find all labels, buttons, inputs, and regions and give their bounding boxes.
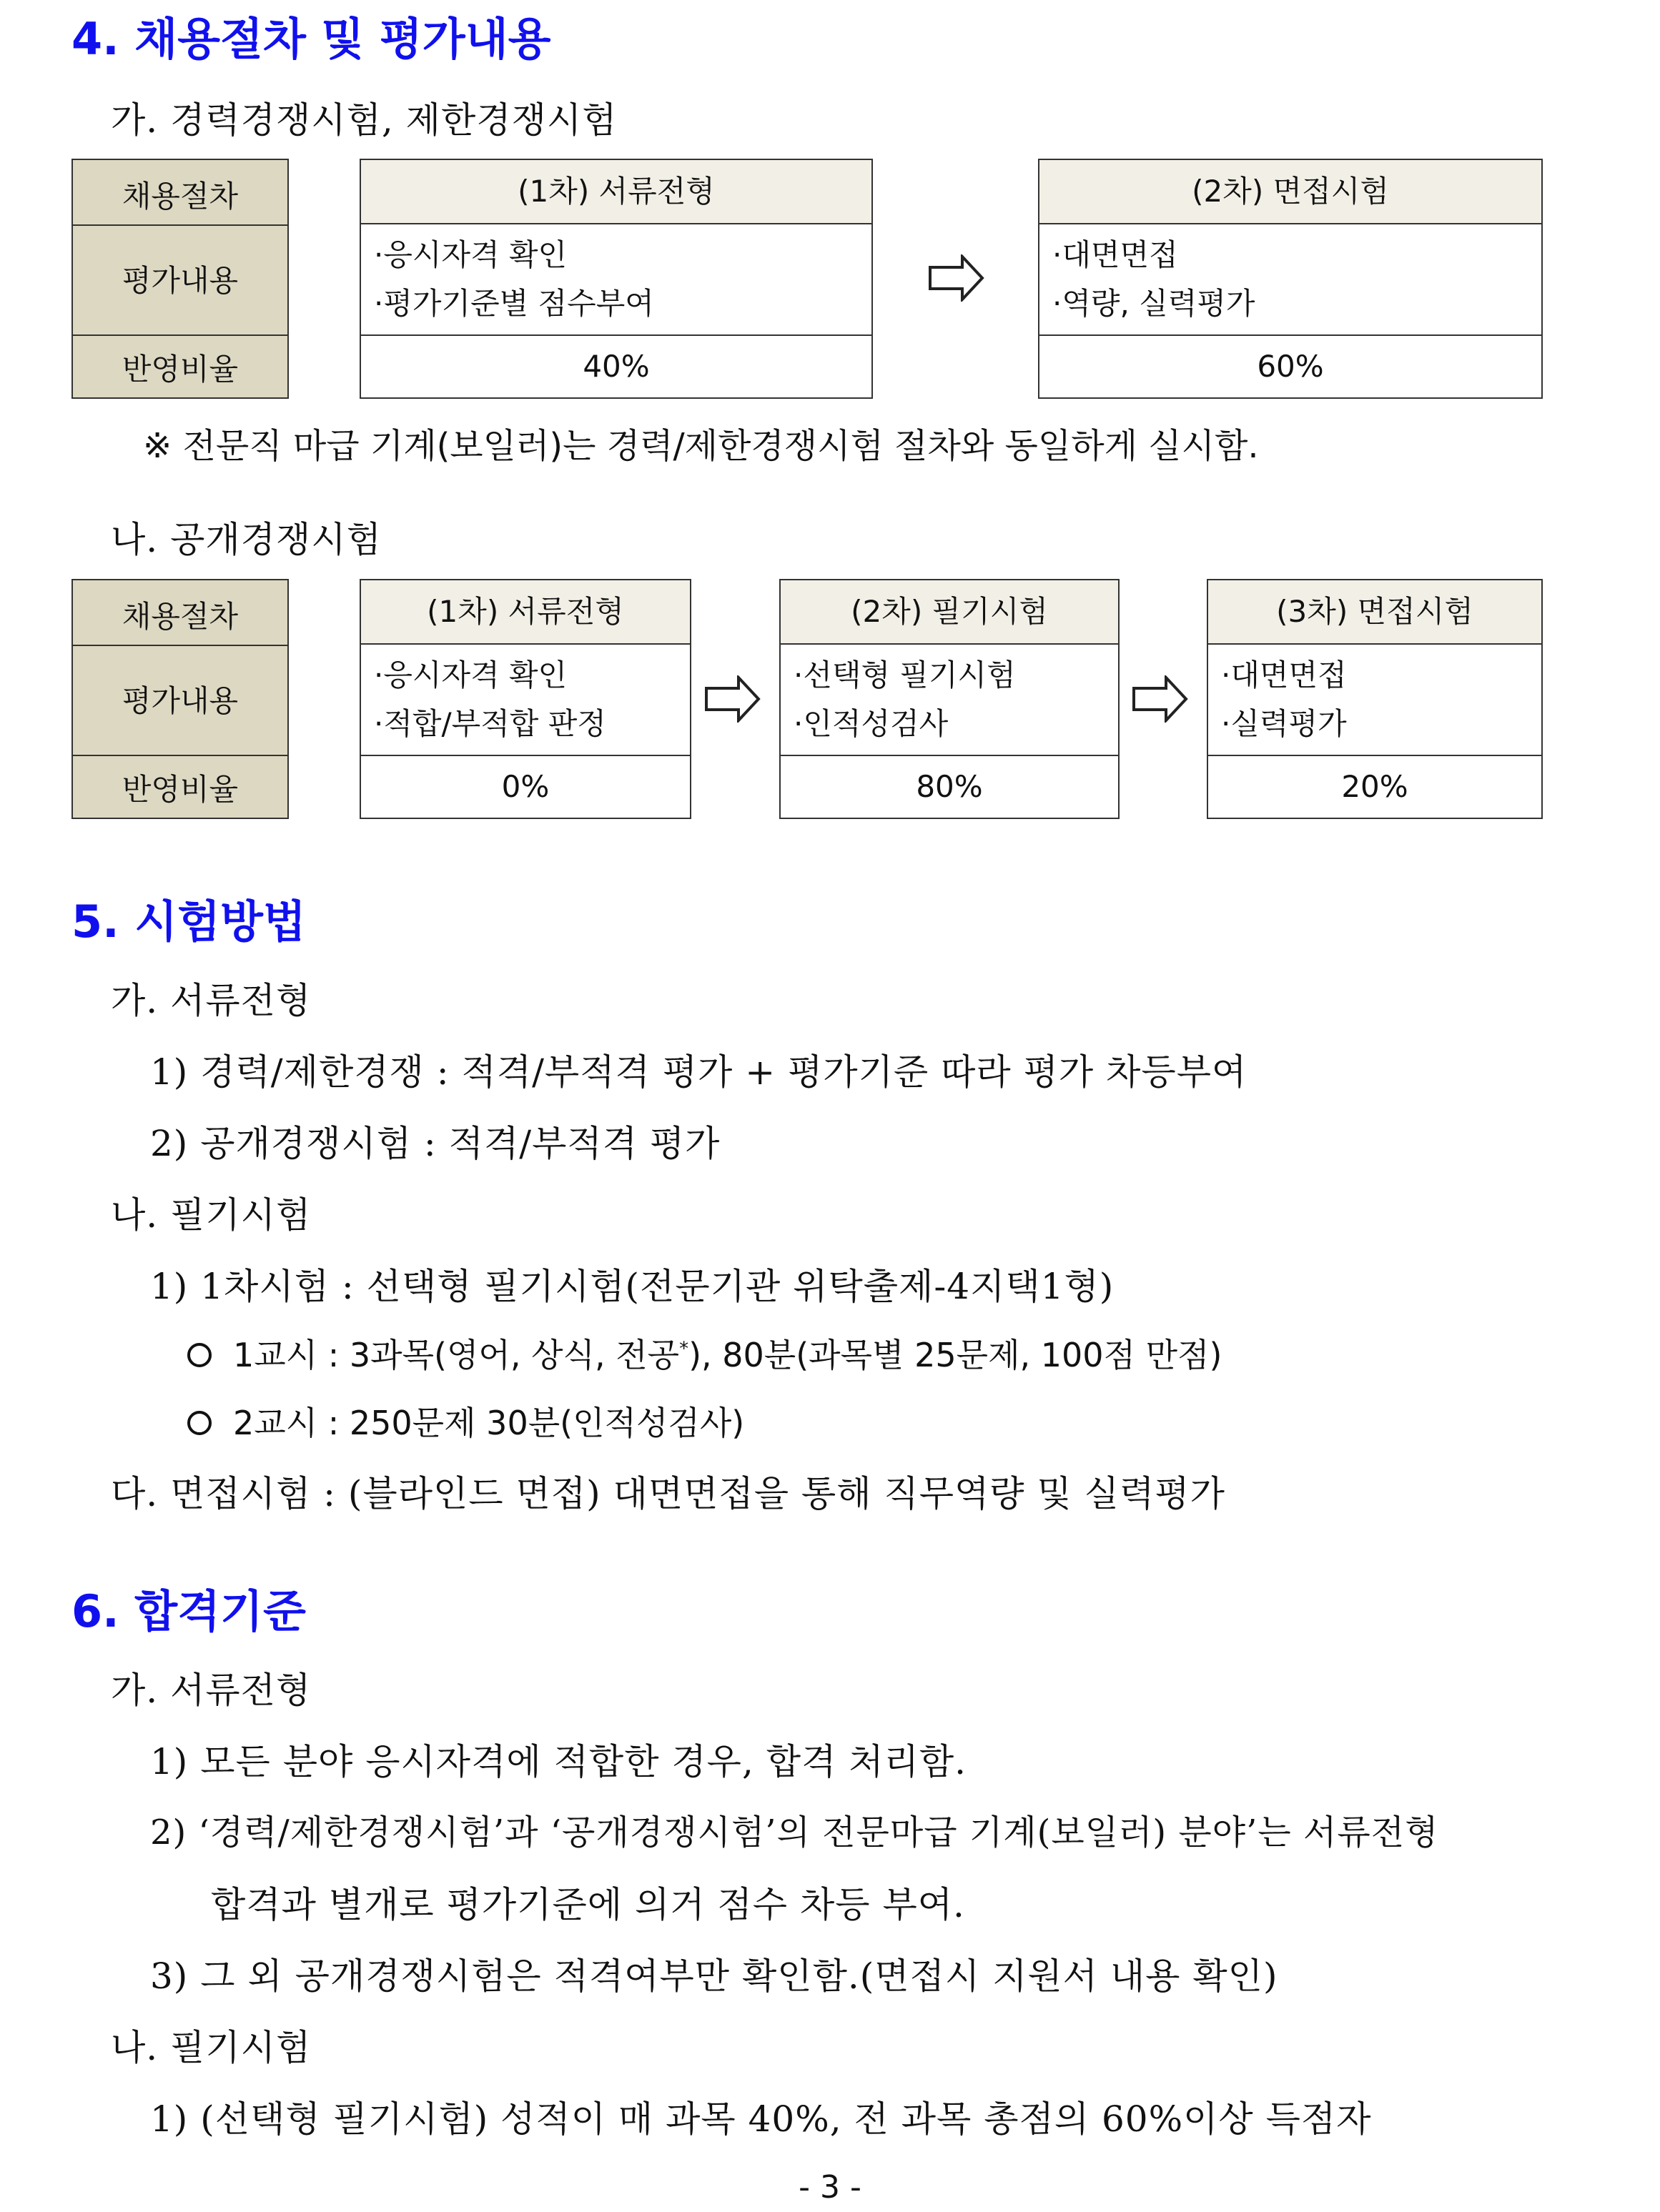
s5-item-b1: 1) 1차시험 : 선택형 필기시험(전문기관 위탁출제-4지택1형) <box>150 1266 1115 1307</box>
label-ratio: 반영비율 <box>122 352 239 387</box>
subsection-a-title: 가. 경력경쟁시험, 제한경쟁시험 <box>111 99 618 141</box>
s6-item-b1: 1) (선택형 필기시험) 성적이 매 과목 40%, 전 과목 총점의 60%이상 득점자 <box>150 2098 1372 2140</box>
s6-item-a2: 2) ‘경력/제한경쟁시험’과 ‘공개경쟁시험’의 전문마급 기계(보일러) 분야’는 서류전형 <box>150 1812 1439 1853</box>
b-stage3-head: (3차) 면접시험 <box>1208 580 1541 645</box>
b-stage1-ratio: 0% <box>501 769 550 804</box>
subsection-b-title: 나. 공개경쟁시험 <box>111 519 382 560</box>
b-stage2-box <box>779 579 1120 819</box>
circle-bullet-icon <box>187 1343 212 1367</box>
s5-item-b1b: 2교시 : 250문제 30분(인적성검사) <box>187 1397 744 1444</box>
label-column-a <box>71 159 289 399</box>
a-stage2-line1: ·대면면접 <box>1052 237 1178 272</box>
page-number: - 3 - <box>799 2169 861 2206</box>
label-column-b <box>71 579 289 819</box>
s5-item-b1a: 1교시 : 3과목(영어, 상식, 전공*), 80분(과목별 25문제, 100점 만점) <box>187 1329 1222 1377</box>
label-process: 채용절차 <box>122 599 239 634</box>
b-stage3-line1: ·대면면접 <box>1221 658 1347 693</box>
a-stage1-head: (1차) 서류전형 <box>361 160 871 224</box>
b-stage3-ratio: 20% <box>1341 769 1408 804</box>
label-content: 평가내용 <box>122 263 239 298</box>
b-stage1-head: (1차) 서류전형 <box>361 580 690 645</box>
s6-item-a2b: 합격과 별개로 평가기준에 의거 점수 차등 부여. <box>211 1884 965 1925</box>
b-stage2-ratio: 80% <box>916 769 983 804</box>
arrow-right-icon <box>1132 675 1189 723</box>
b-stage3-line2: ·실력평가 <box>1221 706 1347 741</box>
s6-item-b: 나. 필기시험 <box>111 2027 312 2068</box>
circle-bullet-icon <box>187 1411 212 1435</box>
b-stage3-box <box>1207 579 1543 819</box>
arrow-right-icon <box>704 675 761 723</box>
label-process: 채용절차 <box>122 179 239 214</box>
section-5-title: 5. 시험방법 <box>71 896 306 948</box>
b-stage1-line1: ·응시자격 확인 <box>374 658 568 693</box>
s5-item-b: 나. 필기시험 <box>111 1194 312 1236</box>
a-stage1-line2: ·평가기준별 점수부여 <box>374 286 654 321</box>
label-content: 평가내용 <box>122 683 239 718</box>
a-stage2-head: (2차) 면접시험 <box>1039 160 1541 224</box>
arrow-right-icon <box>928 254 985 302</box>
label-ratio: 반영비율 <box>122 772 239 807</box>
b-stage1-line2: ·적합/부적합 판정 <box>374 706 606 741</box>
s5-item-a2: 2) 공개경쟁시험 : 적격/부적격 평가 <box>150 1123 721 1164</box>
a-stage2-ratio: 60% <box>1257 349 1324 384</box>
s6-item-a: 가. 서류전형 <box>111 1670 312 1711</box>
a-stage1-ratio: 40% <box>583 349 650 384</box>
s6-item-a1: 1) 모든 분야 응시자격에 적합한 경우, 합격 처리함. <box>150 1741 967 1782</box>
b-stage2-head: (2차) 필기시험 <box>781 580 1118 645</box>
a-stage2-box <box>1038 159 1543 399</box>
note-text: ※ 전문직 마급 기계(보일러)는 경력/제한경쟁시험 절차와 동일하게 실시함. <box>143 426 1259 466</box>
b-stage2-line1: ·선택형 필기시험 <box>794 658 1016 693</box>
s5-item-a: 가. 서류전형 <box>111 980 312 1021</box>
a-stage1-line1: ·응시자격 확인 <box>374 237 568 272</box>
section-6-title: 6. 합격기준 <box>71 1585 306 1637</box>
a-stage2-line2: ·역량, 실력평가 <box>1052 286 1255 321</box>
s5-item-c: 다. 면접시험 : (블라인드 면접) 대면면접을 통해 직무역량 및 실력평가 <box>111 1473 1225 1514</box>
b-stage2-line2: ·인적성검사 <box>794 706 949 741</box>
b-stage1-box <box>360 579 691 819</box>
a-stage1-box <box>360 159 873 399</box>
s5-item-a1: 1) 경력/제한경쟁 : 적격/부적격 평가 + 평가기준 따라 평가 차등부여 <box>150 1051 1248 1093</box>
section-4-title: 4. 채용절차 및 평가내용 <box>71 13 551 65</box>
s6-item-a3: 3) 그 외 공개경쟁시험은 적격여부만 확인함.(면접시 지원서 내용 확인) <box>150 1955 1278 1997</box>
